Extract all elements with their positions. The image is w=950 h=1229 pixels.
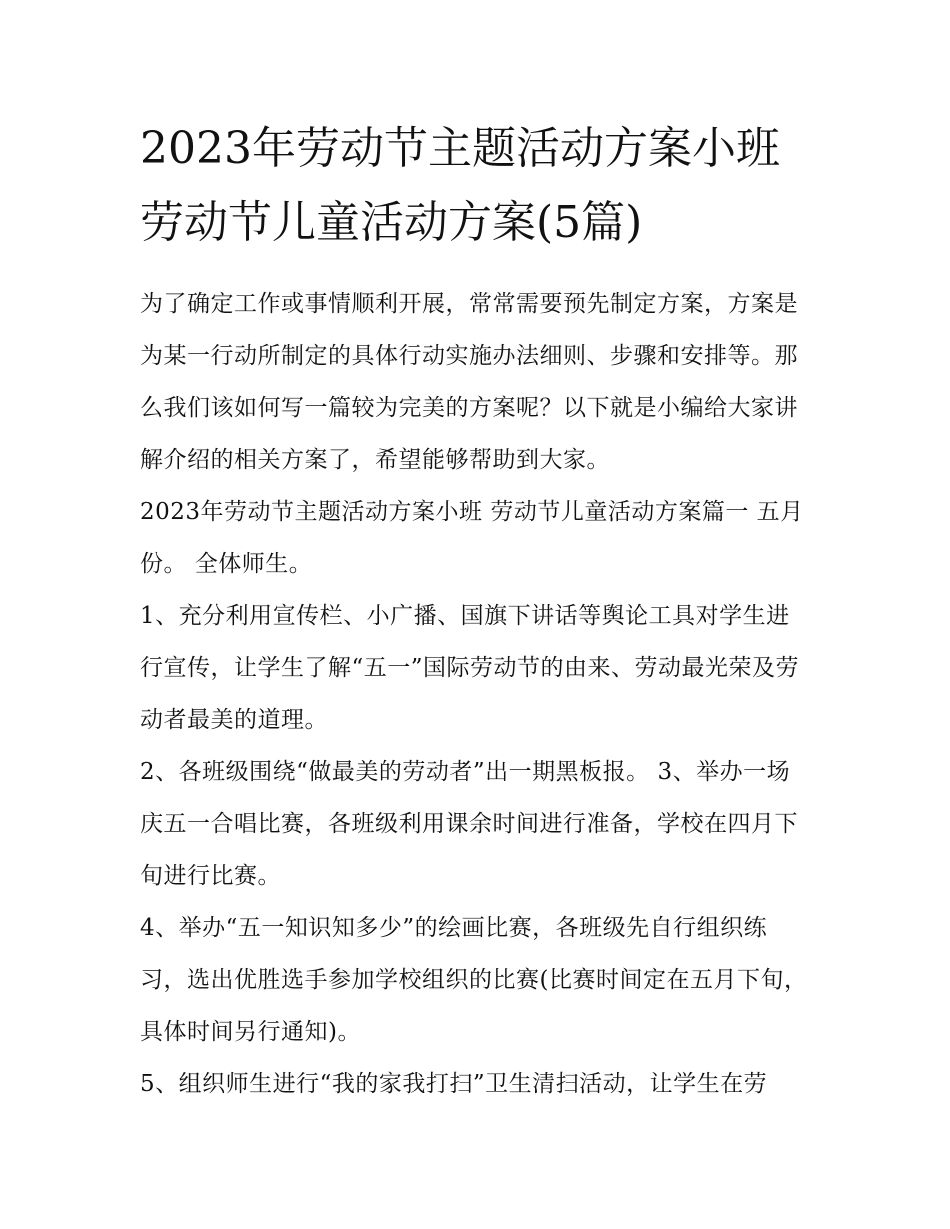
list-item-1: 1、充分利用宣传栏、小广播、国旗下讲话等舆论工具对学生进行宣传，让学生了解“五一”国际劳动节的由来、劳动最光荣及劳动者最美的道理。 <box>140 603 800 733</box>
document-body <box>140 112 812 1110</box>
section-heading-paragraph: 2023年劳动节主题活动方案小班 劳动节儿童活动方案篇一 五月份。 全体师生。 <box>140 499 804 577</box>
list-item-2-3: 2、各班级围绕“做最美的劳动者”出一期黑板报。 3、举办一场庆五一合唱比赛，各班级利用课余时间进行准备，学校在四月下旬进行比赛。 <box>140 759 798 889</box>
document-title: 2023年劳动节主题活动方案小班 劳动节儿童活动方案(5篇) <box>140 123 780 248</box>
list-item-5: 5、组织师生进行“我的家我打扫”卫生清扫活动，让学生在劳 <box>140 1071 768 1097</box>
list-item-4: 4、举办“五一知识知多少”的绘画比赛，各班级先自行组织练习，选出优胜选手参加学校组织的比赛(比赛时间定在五月下旬，具体时间另行通知)。 <box>140 915 808 1045</box>
intro-paragraph: 为了确定工作或事情顺利开展，常常需要预先制定方案，方案是为某一行动所制定的具体行动实施办法细则、步骤和安排等。那么我们该如何写一篇较为完美的方案呢？以下就是小编给大家讲解介绍的相关方案了，希望能够帮助到大家。 <box>140 291 798 473</box>
